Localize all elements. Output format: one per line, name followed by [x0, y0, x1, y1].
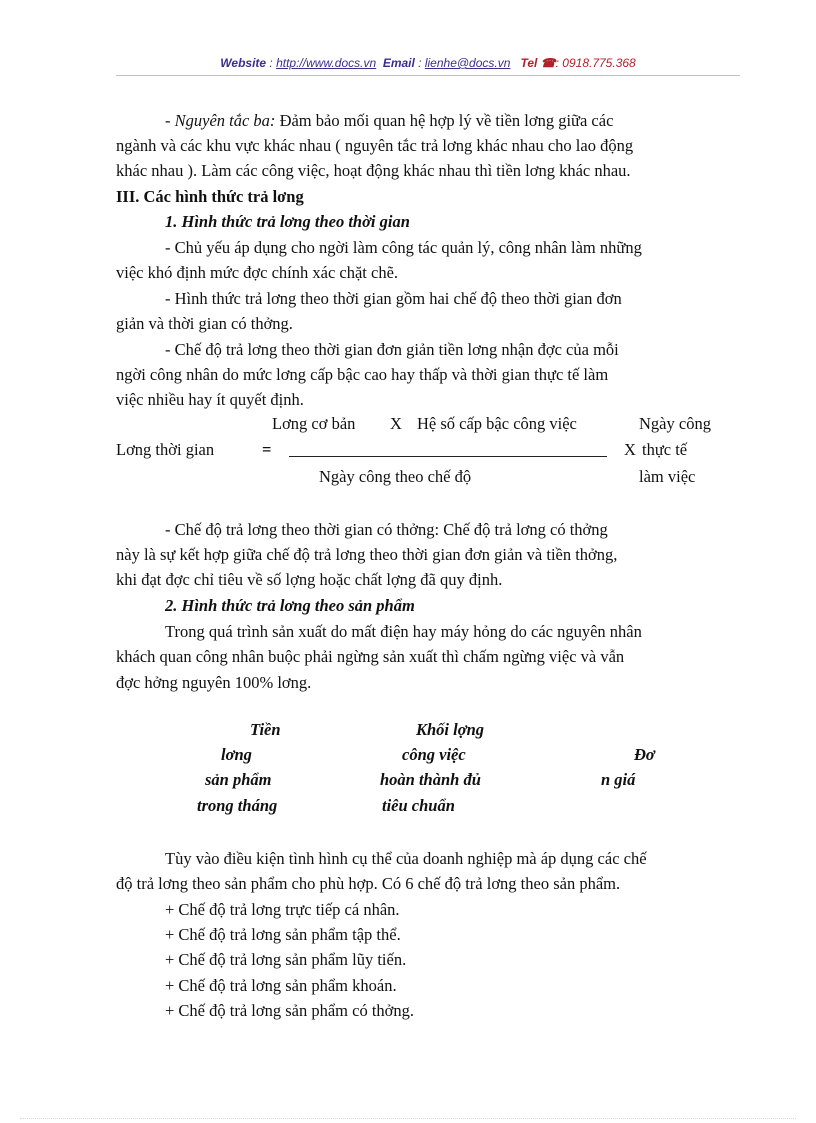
apply-line2: việc khó định mức đợc chính xác chặt chẽ. [116, 263, 399, 282]
formula1-times2: X [624, 440, 636, 459]
formula2-col3-line1: Đơ [634, 745, 655, 764]
page-header: Website : http://www.docs.vn Email : lienhe@docs.vn Tel ☎: 0918.775.368 [220, 56, 636, 70]
formula2-col2-line3: hoàn thành đủ [380, 770, 481, 789]
product-line1: Trong quá trình sản xuất do mất điện hay máy hỏng do các nguyên nhân [165, 622, 642, 641]
bonus-line3: khi đạt đợc chỉ tiêu về số lợng hoặc chất lợng đã quy định. [116, 570, 503, 589]
formula1-denominator: Ngày công theo chế độ [319, 467, 472, 486]
email-label: Email [382, 56, 415, 70]
tel-number: : 0918.775.368 [555, 56, 636, 70]
formula2-col1-line3: sản phẩm [205, 770, 272, 789]
product-line2: khách quan công nhân buộc phải ngừng sản xuất thì chấm ngừng việc và vẫn [116, 647, 625, 666]
formula1-right-line3: làm việc [639, 467, 696, 486]
principle3-line1 [165, 108, 738, 134]
formula1-numerator-coef: Hệ số cấp bậc công việc [417, 414, 577, 433]
formula1-times1: X [390, 414, 402, 433]
formula2-col3-line2: n giá [601, 770, 636, 789]
website-link[interactable]: http://www.docs.vn [276, 56, 377, 70]
forms-line2: giản và thời gian có thởng. [116, 314, 293, 333]
section-heading: III. Các hình thức trả lơng [116, 187, 304, 206]
regimes-line1: Tùy vào điều kiện tình hình cụ thể của doanh nghiệp mà áp dụng các chế [165, 849, 647, 868]
formula2-col2-line2: công việc [402, 745, 466, 764]
phone-icon: ☎ [540, 56, 556, 70]
principle3-line2: ngành và các khu vực khác nhau ( nguyên tắc trả lơng khác nhau cho lao động [116, 136, 634, 155]
simple-line3: việc nhiều hay ít quyết định. [116, 390, 304, 409]
formula2-col1-line2: lơng [221, 745, 252, 764]
forms-line1: - Hình thức trả lơng theo thời gian gồm hai chế độ theo thời gian đơn [165, 289, 622, 308]
regime-item: + Chế độ trả lơng trực tiếp cá nhân. [165, 900, 400, 919]
regime-item: + Chế độ trả lơng sản phẩm lũy tiến. [165, 950, 407, 969]
email-link[interactable]: lienhe@docs.vn [424, 56, 511, 70]
simple-line1: - Chế độ trả lơng theo thời gian đơn giản tiền lơng nhận đợc của mỗi [165, 340, 619, 359]
formula1-right-line1: Ngày công [639, 414, 711, 433]
regime-item: + Chế độ trả lơng sản phẩm khoán. [165, 976, 397, 995]
principle3-line3: khác nhau ). Làm các công việc, hoạt động khác nhau thì tiền lơng khác nhau. [116, 161, 631, 180]
product-line3: đợc hởng nguyên 100% lơng. [116, 673, 312, 692]
formula2-col1-line4: trong tháng [197, 796, 278, 815]
website-label: Website [220, 56, 267, 70]
tel-label: Tel [520, 56, 538, 70]
subsection1-heading: 1. Hình thức trả lơng theo thời gian [165, 212, 410, 231]
regimes-line2: độ trả lơng theo sản phẩm cho phù hợp. Có 6 chế độ trả lơng theo sản phẩm. [116, 874, 621, 893]
bonus-line1: - Chế độ trả lơng theo thời gian có thởng: Chế độ trả lơng có thởng [165, 520, 608, 539]
formula2-col2-line1: Khối lợng [416, 720, 485, 739]
formula2-col2-line4: tiêu chuẩn [382, 796, 455, 815]
principle3-label: - Nguyên tắc ba: [165, 111, 276, 130]
footer-divider [20, 1118, 796, 1119]
header-divider [116, 75, 740, 76]
principle3-text: Đảm bảo mối quan hệ hợp lý về tiền lơng giữa các [279, 111, 614, 130]
regime-item: + Chế độ trả lơng sản phẩm có thởng. [165, 1001, 415, 1020]
formula1-equals: = [262, 440, 272, 459]
simple-line2: ngời công nhân do mức lơng cấp bậc cao hay thấp và thời gian thực tế làm [116, 365, 609, 384]
formula2-col1-line1: Tiền [250, 720, 281, 739]
formula1-right-line2: thực tế [642, 440, 688, 459]
regime-item: + Chế độ trả lơng sản phẩm tập thể. [165, 925, 401, 944]
bonus-line2: này là sự kết hợp giữa chế độ trả lơng theo thời gian đơn giản và tiền thởng, [116, 545, 618, 564]
formula1-fraction-line [289, 456, 607, 457]
apply-line1: - Chủ yếu áp dụng cho ngời làm công tác quản lý, công nhân làm những [165, 238, 642, 257]
subsection2-heading: 2. Hình thức trả lơng theo sản phẩm [165, 596, 415, 615]
formula1-numerator-base: Lơng cơ bản [272, 414, 356, 433]
formula1-lhs: Lơng thời gian [116, 440, 215, 459]
